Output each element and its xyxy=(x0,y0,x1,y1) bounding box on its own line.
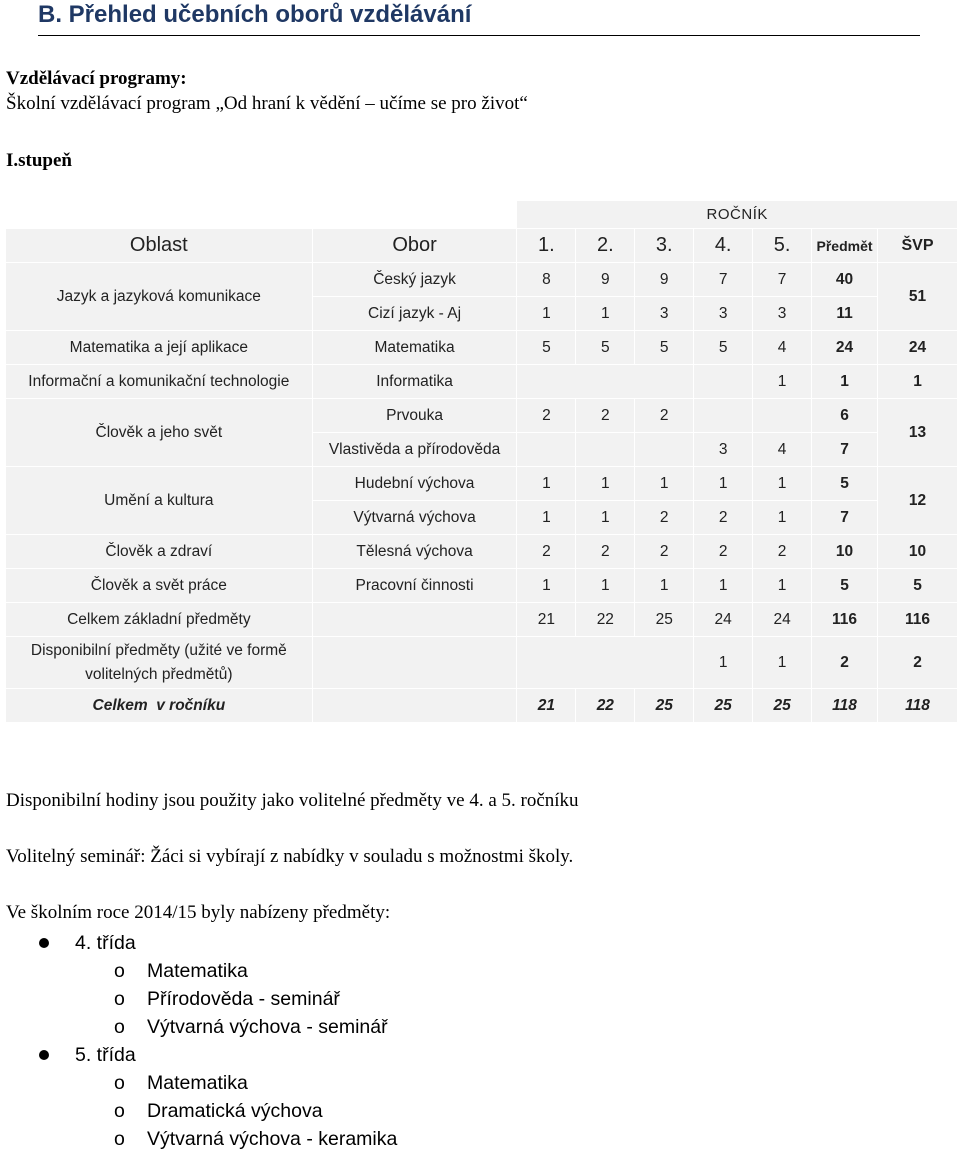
table-cell-obor: Informatika xyxy=(312,365,517,399)
table-cell-predmet: 116 xyxy=(812,603,878,637)
table-cell-obor: Český jazyk xyxy=(312,263,517,297)
col-header-oblast: Oblast xyxy=(6,229,313,263)
table-cell: 2 xyxy=(694,535,753,569)
table-cell-predmet: 11 xyxy=(812,297,878,331)
col-header-year: 5. xyxy=(753,229,812,263)
table-cell: 1 xyxy=(694,467,753,501)
table-cell-obor: Hudební výchova xyxy=(312,467,517,501)
table-cell: 1 xyxy=(517,569,576,603)
table-cell-obor: Tělesná výchova xyxy=(312,535,517,569)
table-cell-obor: Matematika xyxy=(312,331,517,365)
table-cell: 2 xyxy=(694,501,753,535)
table-cell-oblast: Celkem v ročníku xyxy=(6,689,313,723)
sub-bullet-icon: o xyxy=(114,1072,125,1094)
table-cell: 2 xyxy=(753,535,812,569)
table-cell: 24 xyxy=(753,603,812,637)
table-cell: 3 xyxy=(694,297,753,331)
table-cell-predmet: 24 xyxy=(812,331,878,365)
table-cell: 22 xyxy=(576,603,635,637)
table-cell-obor: Výtvarná výchova xyxy=(312,501,517,535)
table-cell-predmet: 7 xyxy=(812,433,878,467)
table-cell-svp: 12 xyxy=(878,467,958,535)
table-cell-predmet: 40 xyxy=(812,263,878,297)
table-cell: 4 xyxy=(753,331,812,365)
table-cell xyxy=(753,399,812,433)
table-cell-svp: 10 xyxy=(878,535,958,569)
col-header-svp: ŠVP xyxy=(878,229,958,263)
table-corner xyxy=(6,201,517,229)
subject-label: Dramatická výchova xyxy=(147,1100,323,1122)
table-cell-predmet: 2 xyxy=(812,637,878,689)
table-cell: 25 xyxy=(753,689,812,723)
table-cell-predmet: 7 xyxy=(812,501,878,535)
table-cell-svp: 118 xyxy=(878,689,958,723)
sub-bullet-icon: o xyxy=(114,960,125,982)
table-cell: 3 xyxy=(635,297,694,331)
table-cell: 1 xyxy=(576,467,635,501)
table-cell-empty xyxy=(312,637,517,689)
table-cell: 5 xyxy=(635,331,694,365)
table-cell-oblast: Informační a komunikační technologie xyxy=(6,365,313,399)
section-title: B. Přehled učebních oborů vzdělávání xyxy=(38,1,472,28)
table-cell: 1 xyxy=(753,365,812,399)
table-cell: 5 xyxy=(576,331,635,365)
table-cell: 22 xyxy=(576,689,635,723)
subject-label: Přírodověda - seminář xyxy=(147,988,340,1010)
subject-label: Výtvarná výchova - seminář xyxy=(147,1016,388,1038)
table-cell-svp: 2 xyxy=(878,637,958,689)
table-cell: 1 xyxy=(694,569,753,603)
table-cell-oblast: Celkem základní předměty xyxy=(6,603,313,637)
sub-bullet-icon: o xyxy=(114,988,125,1010)
table-cell: 24 xyxy=(694,603,753,637)
table-cell: 2 xyxy=(635,535,694,569)
subject-label: Matematika xyxy=(147,1072,248,1094)
table-cell xyxy=(517,433,576,467)
col-header-obor: Obor xyxy=(312,229,517,263)
table-cell xyxy=(576,433,635,467)
table-cell-obor: Vlastivěda a přírodověda xyxy=(312,433,517,467)
table-cell-predmet: 5 xyxy=(812,467,878,501)
table-cell-predmet: 10 xyxy=(812,535,878,569)
table-cell: 1 xyxy=(635,569,694,603)
note-volitelny: Volitelný seminář: Žáci si vybírají z nabídky v souladu s možnostmi školy. xyxy=(6,846,574,867)
table-cell: 1 xyxy=(517,501,576,535)
table-cell: 1 xyxy=(753,501,812,535)
col-header-year: 3. xyxy=(635,229,694,263)
programs-label: Vzdělávací programy: xyxy=(6,68,187,89)
table-cell-oblast: Jazyk a jazyková komunikace xyxy=(6,263,313,331)
table-cell: 1 xyxy=(753,637,812,689)
table-cell: 1 xyxy=(753,467,812,501)
table-cell: 1 xyxy=(576,297,635,331)
table-cell-empty xyxy=(517,365,694,399)
table-cell-obor: Prvouka xyxy=(312,399,517,433)
table-cell-predmet: 6 xyxy=(812,399,878,433)
col-header-year: 4. xyxy=(694,229,753,263)
table-cell: 4 xyxy=(753,433,812,467)
table-cell-predmet: 1 xyxy=(812,365,878,399)
table-cell-obor: Pracovní činnosti xyxy=(312,569,517,603)
bullet-icon xyxy=(39,1050,49,1060)
table-cell: 25 xyxy=(635,603,694,637)
table-cell-svp: 51 xyxy=(878,263,958,331)
table-cell: 21 xyxy=(517,689,576,723)
table-cell-empty xyxy=(517,637,694,689)
table-cell-svp: 5 xyxy=(878,569,958,603)
table-cell: 3 xyxy=(694,433,753,467)
table-cell xyxy=(694,399,753,433)
table-cell-oblast: Člověk a zdraví xyxy=(6,535,313,569)
table-cell-oblast: Matematika a její aplikace xyxy=(6,331,313,365)
table-cell-svp: 1 xyxy=(878,365,958,399)
col-header-year: 2. xyxy=(576,229,635,263)
note-offered: Ve školním roce 2014/15 byly nabízeny předměty: xyxy=(6,902,391,923)
table-cell: 7 xyxy=(694,263,753,297)
table-cell: 2 xyxy=(635,399,694,433)
program-name: Školní vzdělávací program „Od hraní k vědění – učíme se pro život“ xyxy=(6,93,528,114)
curriculum-table xyxy=(5,200,958,728)
table-cell: 9 xyxy=(635,263,694,297)
sub-bullet-icon: o xyxy=(114,1128,125,1150)
table-cell: 1 xyxy=(694,637,753,689)
sub-bullet-icon: o xyxy=(114,1100,125,1122)
bullet-icon xyxy=(39,938,49,948)
table-cell-empty xyxy=(312,603,517,637)
table-cell: 2 xyxy=(517,399,576,433)
col-header-predmet: Předmět xyxy=(812,229,878,263)
table-cell: 25 xyxy=(635,689,694,723)
table-cell-svp: 13 xyxy=(878,399,958,467)
table-cell: 2 xyxy=(576,535,635,569)
table-cell: 2 xyxy=(576,399,635,433)
table-cell: 1 xyxy=(517,297,576,331)
table-cell: 5 xyxy=(517,331,576,365)
table-cell xyxy=(694,365,753,399)
subject-label: Výtvarná výchova - keramika xyxy=(147,1128,398,1150)
table-cell-svp: 24 xyxy=(878,331,958,365)
table-cell: 21 xyxy=(517,603,576,637)
table-cell: 5 xyxy=(694,331,753,365)
table-cell: 1 xyxy=(517,467,576,501)
table-cell: 2 xyxy=(517,535,576,569)
table-cell-predmet: 5 xyxy=(812,569,878,603)
stage-label: I.stupeň xyxy=(6,150,72,171)
table-cell-empty xyxy=(312,689,517,723)
table-cell xyxy=(635,433,694,467)
oblast-line: Disponibilní předměty (užité ve formě xyxy=(30,641,287,659)
table-cell: 25 xyxy=(694,689,753,723)
table-cell: 1 xyxy=(635,467,694,501)
table-cell: 1 xyxy=(576,501,635,535)
table-cell-obor: Cizí jazyk - Aj xyxy=(312,297,517,331)
subject-label: Matematika xyxy=(147,960,248,982)
table-cell: 9 xyxy=(576,263,635,297)
table-cell-predmet: 118 xyxy=(812,689,878,723)
class-label: 5. třída xyxy=(75,1044,136,1066)
table-cell-svp: 116 xyxy=(878,603,958,637)
col-header-year: 1. xyxy=(517,229,576,263)
section-heading xyxy=(38,0,920,36)
table-cell-oblast xyxy=(6,637,313,689)
table-cell-oblast: Člověk a svět práce xyxy=(6,569,313,603)
sub-bullet-icon: o xyxy=(114,1016,125,1038)
table-cell: 8 xyxy=(517,263,576,297)
table-cell-oblast: Člověk a jeho svět xyxy=(6,399,313,467)
note-disponibilni: Disponibilní hodiny jsou použity jako volitelné předměty ve 4. a 5. ročníku xyxy=(6,790,579,811)
oblast-line: volitelných předmětů) xyxy=(85,665,233,683)
table-cell: 1 xyxy=(753,569,812,603)
rocnik-header: ROČNÍK xyxy=(517,201,958,229)
table-cell: 7 xyxy=(753,263,812,297)
class-label: 4. třída xyxy=(75,932,136,954)
table-cell: 1 xyxy=(576,569,635,603)
curriculum-grid xyxy=(5,200,958,723)
table-cell-oblast: Umění a kultura xyxy=(6,467,313,535)
table-cell: 3 xyxy=(753,297,812,331)
table-cell: 2 xyxy=(635,501,694,535)
